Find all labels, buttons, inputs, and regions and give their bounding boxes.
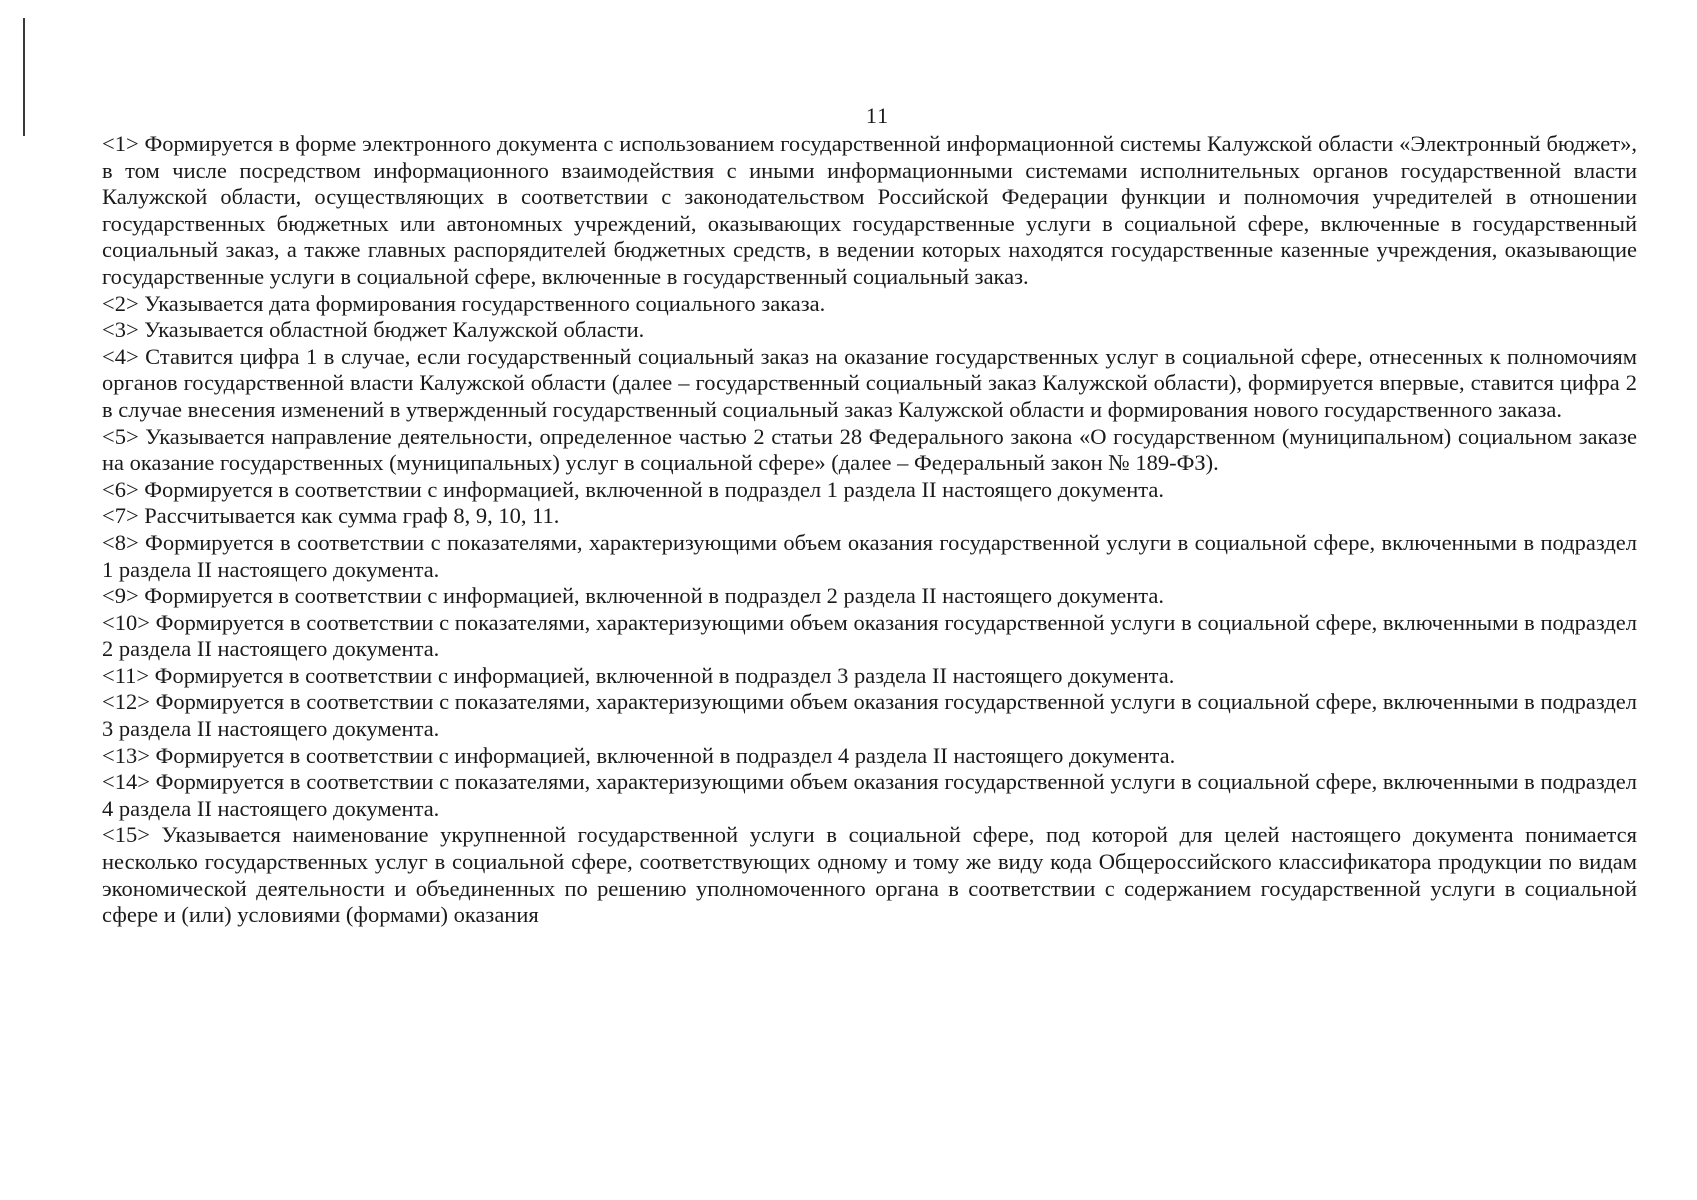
footnote-2: <2> Указывается дата формирования государственного социального заказа. [102,290,826,316]
footnote-7: <7> Рассчитывается как сумма граф 8, 9, 10, 11. [102,503,560,529]
footnote-4: <4> Ставится цифра 1 в случае, если государственный социальный заказ на оказание государственных услуг в социальной сфере, отнесенных к полномочиям органов государственной власти Калужской области (далее – государственный социальный заказ Калужской области), формируется впервые, ставится цифра 2 в случае внесения изменений в утвержденный государственный социальный заказ Калужской области и формирования нового государственного заказа. [102,343,1637,422]
footnote-8: <8> Формируется в соответствии с показателями, характеризующими объем оказания государственной услуги в социальной сфере, включенными в подраздел 1 раздела II настоящего документа. [102,529,1637,582]
footnote-12: <12> Формируется в соответствии с показателями, характеризующими объем оказания государственной услуги в социальной сфере, включенными в подраздел 3 раздела II настоящего документа. [102,689,1637,742]
footnotes-list [102,131,1637,929]
footnote-3: <3> Указывается областной бюджет Калужской области. [102,317,645,343]
footnote-10: <10> Формируется в соответствии с показателями, характеризующими объем оказания государственной услуги в социальной сфере, включенными в подраздел 2 раздела II настоящего документа. [102,609,1637,662]
footnote-1: <1> Формируется в форме электронного документа с использованием государственной информационной системы Калужской области «Электронный бюджет», в том числе посредством информационного взаимодействия с иными информационными системами исполнительных органов государственной власти Калужской области, осуществляющих в соответствии с законодательством Российской Федерации функции и полномочия учредителей в отношении государственных бюджетных или автономных учреждений, оказывающих государственные услуги в социальной сфере, включенные в государственный социальный заказ, а также главных распорядителей бюджетных средств, в ведении которых находятся государственные казенные учреждения, оказывающие государственные услуги в социальной сфере, включенные в государственный социальный заказ. [102,131,1637,289]
footnote-13: <13> Формируется в соответствии с информацией, включенной в подраздел 4 раздела II настоящего документа. [102,742,1176,768]
footnote-5: <5> Указывается направление деятельности, определенное частью 2 статьи 28 Федерального закона «О государственном (муниципальном) социальном заказе на оказание государственных (муниципальных) услуг в социальной сфере» (далее – Федеральный закон № 189-ФЗ). [102,423,1637,476]
footnote-14: <14> Формируется в соответствии с показателями, характеризующими объем оказания государственной услуги в социальной сфере, включенными в подраздел 4 раздела II настоящего документа. [102,769,1637,821]
footnote-15: <15> Указывается наименование укрупненной государственной услуги в социальной сфере, под которой для целей настоящего документа понимается несколько государственных услуг в социальной сфере, соответствующих одному и тому же виду кода Общероссийского классификатора продукции по видам экономической деятельности и объединенных по решению уполномоченного органа в соответствии с содержанием государственной услуги в социальной сфере и (или) условиями (формами) оказания [102,822,1637,928]
page-number: 11 [865,103,890,128]
footnote-11: <11> Формируется в соответствии с информацией, включенной в подраздел 3 раздела II настоящего документа. [102,662,1175,688]
footnote-6: <6> Формируется в соответствии с информацией, включенной в подраздел 1 раздела II настоящего документа. [102,476,1164,502]
footnote-9: <9> Формируется в соответствии с информацией, включенной в подраздел 2 раздела II настоящего документа. [102,583,1164,609]
